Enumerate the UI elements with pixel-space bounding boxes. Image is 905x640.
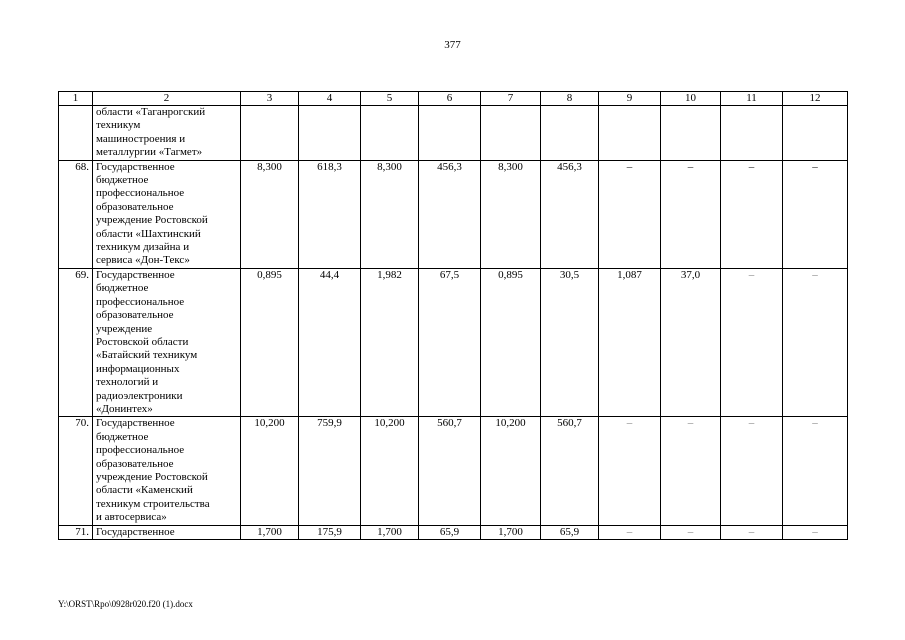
value-cell: 8,300 (241, 160, 299, 268)
value-cell: 456,3 (541, 160, 599, 268)
name-line: информационных (96, 362, 180, 375)
table-row (59, 106, 848, 161)
value-cell: – (783, 417, 848, 525)
name-line: сервиса «Дон-Текс» (96, 254, 190, 267)
value-cell: 1,700 (361, 525, 419, 539)
value-cell: – (783, 160, 848, 268)
value-cell: – (599, 525, 661, 539)
value-cell: – (661, 160, 721, 268)
name-line: области «Таганрогский (96, 106, 206, 118)
column-header: 6 (419, 92, 481, 106)
institution-name (93, 106, 241, 161)
value-cell: 65,9 (541, 525, 599, 539)
column-header: 12 (783, 92, 848, 106)
value-cell (599, 106, 661, 161)
value-cell (541, 106, 599, 161)
value-cell: 0,895 (481, 268, 541, 416)
name-line: «Батайский техникум (96, 349, 198, 362)
institution-name (93, 268, 241, 416)
name-line: техникум (96, 119, 141, 132)
value-cell: 560,7 (541, 417, 599, 525)
value-cell: 1,700 (241, 525, 299, 539)
value-cell: – (661, 525, 721, 539)
column-header: 5 (361, 92, 419, 106)
column-header: 7 (481, 92, 541, 106)
value-cell: 8,300 (361, 160, 419, 268)
row-number: 71. (59, 525, 93, 539)
value-cell (361, 106, 419, 161)
name-line: техникум строительства (96, 497, 210, 510)
value-cell (481, 106, 541, 161)
name-line: образовательное (96, 457, 174, 470)
value-cell (299, 106, 361, 161)
value-cell: 65,9 (419, 525, 481, 539)
name-line: «Донинтех» (96, 402, 153, 415)
value-cell: 456,3 (419, 160, 481, 268)
table-row (59, 160, 848, 268)
value-cell: 10,200 (481, 417, 541, 525)
value-cell: 759,9 (299, 417, 361, 525)
name-line: образовательное (96, 200, 174, 213)
column-header: 11 (721, 92, 783, 106)
value-cell: 10,200 (361, 417, 419, 525)
value-cell: 44,4 (299, 268, 361, 416)
value-cell: 1,087 (599, 268, 661, 416)
name-line: учреждение Ростовской (96, 214, 208, 227)
name-line: области «Каменский (96, 484, 193, 497)
table-row (59, 268, 848, 416)
name-line: металлургии «Тагмет» (96, 146, 203, 159)
value-cell: – (783, 525, 848, 539)
value-cell: 37,0 (661, 268, 721, 416)
page-number: 377 (444, 39, 461, 51)
value-cell: – (661, 417, 721, 525)
name-line: Государственное (96, 268, 175, 281)
column-header: 2 (93, 92, 241, 106)
name-line: техникум дизайна и (96, 241, 190, 254)
value-cell: 30,5 (541, 268, 599, 416)
name-line: и автосервиса» (96, 511, 167, 524)
table-row (59, 417, 848, 525)
row-number (59, 106, 93, 161)
data-table (58, 91, 848, 540)
name-line: бюджетное (96, 174, 149, 187)
value-cell: – (721, 160, 783, 268)
row-number: 68. (59, 160, 93, 268)
column-header: 1 (59, 92, 93, 106)
name-line: радиоэлектроники (96, 389, 183, 402)
value-cell: 560,7 (419, 417, 481, 525)
name-line: Государственное (96, 525, 175, 538)
name-line: профессиональное (96, 187, 185, 200)
value-cell: 0,895 (241, 268, 299, 416)
value-cell (661, 106, 721, 161)
value-cell: 8,300 (481, 160, 541, 268)
name-line: области «Шахтинский (96, 227, 201, 240)
name-line: Государственное (96, 160, 175, 173)
column-header: 10 (661, 92, 721, 106)
name-line: образовательное (96, 309, 174, 322)
value-cell: – (599, 417, 661, 525)
name-line: учреждение Ростовской (96, 470, 208, 483)
header-row (59, 92, 848, 106)
name-line: машиностроения и (96, 132, 186, 145)
name-line: бюджетное (96, 430, 149, 443)
table-body (59, 106, 848, 540)
institution-name (93, 160, 241, 268)
name-line: Государственное (96, 417, 175, 430)
value-cell: 618,3 (299, 160, 361, 268)
row-number: 69. (59, 268, 93, 416)
value-cell (241, 106, 299, 161)
value-cell: – (721, 525, 783, 539)
value-cell: 10,200 (241, 417, 299, 525)
name-line: учреждение (96, 322, 153, 335)
value-cell: 67,5 (419, 268, 481, 416)
name-line: технологий и (96, 376, 159, 389)
column-header: 8 (541, 92, 599, 106)
table-row (59, 525, 848, 539)
file-path-footer: Y:\ORST\Rpo\0928r020.f20 (1).docx (58, 599, 193, 609)
name-line: Ростовской области (96, 335, 189, 348)
value-cell: 1,700 (481, 525, 541, 539)
value-cell: 175,9 (299, 525, 361, 539)
value-cell: 1,982 (361, 268, 419, 416)
name-line: бюджетное (96, 282, 149, 295)
column-header: 9 (599, 92, 661, 106)
value-cell (721, 106, 783, 161)
institution-name (93, 525, 241, 539)
value-cell (783, 106, 848, 161)
value-cell: – (599, 160, 661, 268)
value-cell: – (721, 417, 783, 525)
name-line: профессиональное (96, 444, 185, 457)
value-cell: – (783, 268, 848, 416)
name-line: профессиональное (96, 295, 185, 308)
column-header: 4 (299, 92, 361, 106)
column-header: 3 (241, 92, 299, 106)
value-cell: – (721, 268, 783, 416)
institution-name (93, 417, 241, 525)
row-number: 70. (59, 417, 93, 525)
value-cell (419, 106, 481, 161)
